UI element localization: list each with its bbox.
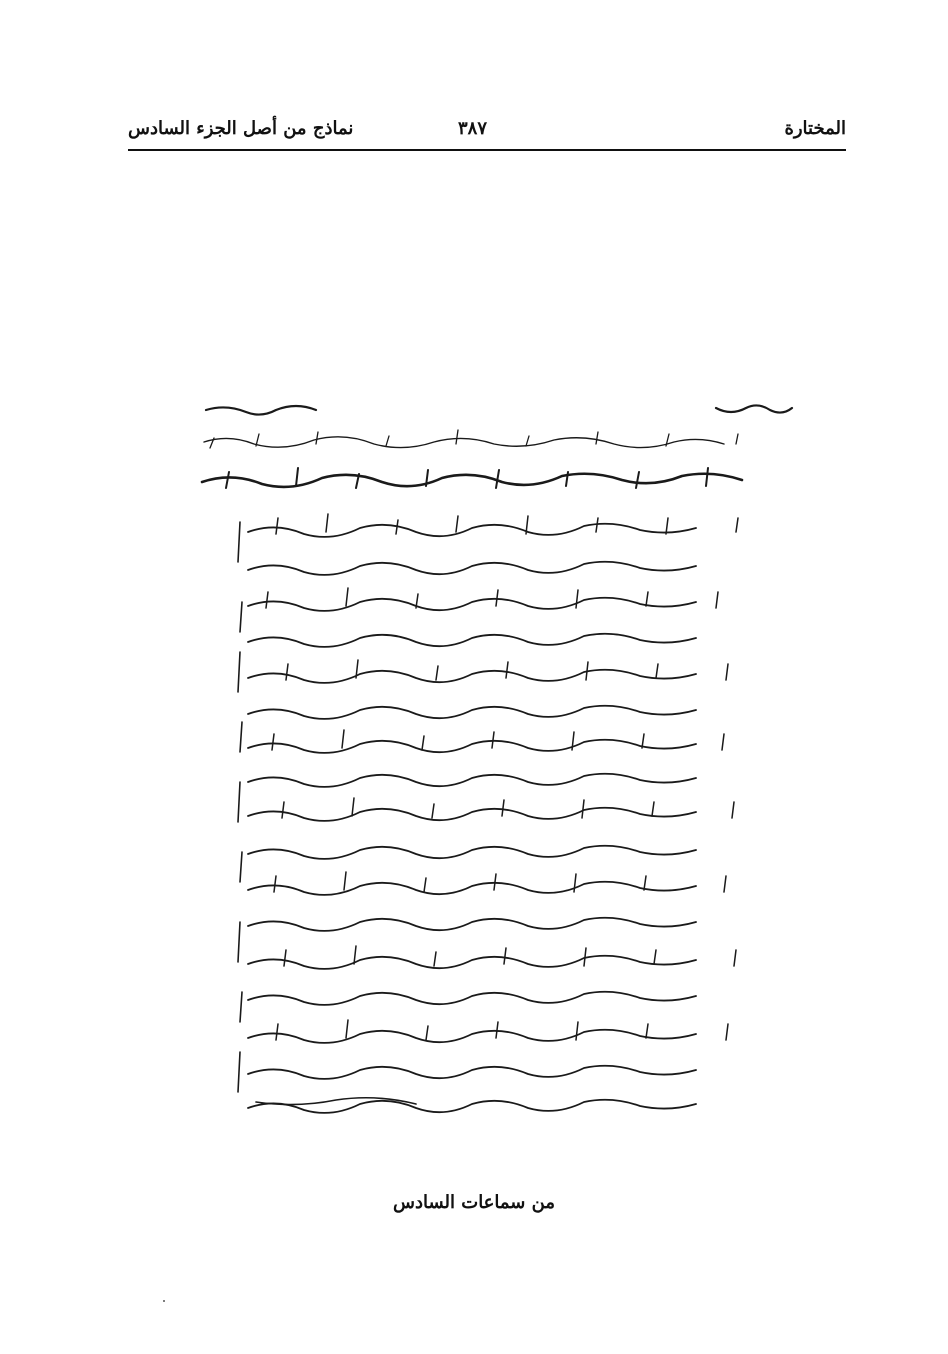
- running-header: [128, 112, 846, 152]
- header-rule: [128, 149, 846, 151]
- book-title: المختارة: [784, 118, 846, 139]
- manuscript-image: [196, 402, 796, 1142]
- scan-speck: [163, 1300, 165, 1302]
- section-title: نماذج من أصل الجزء السادس: [128, 118, 354, 139]
- figure-caption: من سماعات السادس: [392, 1192, 556, 1213]
- page-number: ٣٨٧: [458, 118, 488, 139]
- handwritten-manuscript-scan: [196, 402, 796, 1142]
